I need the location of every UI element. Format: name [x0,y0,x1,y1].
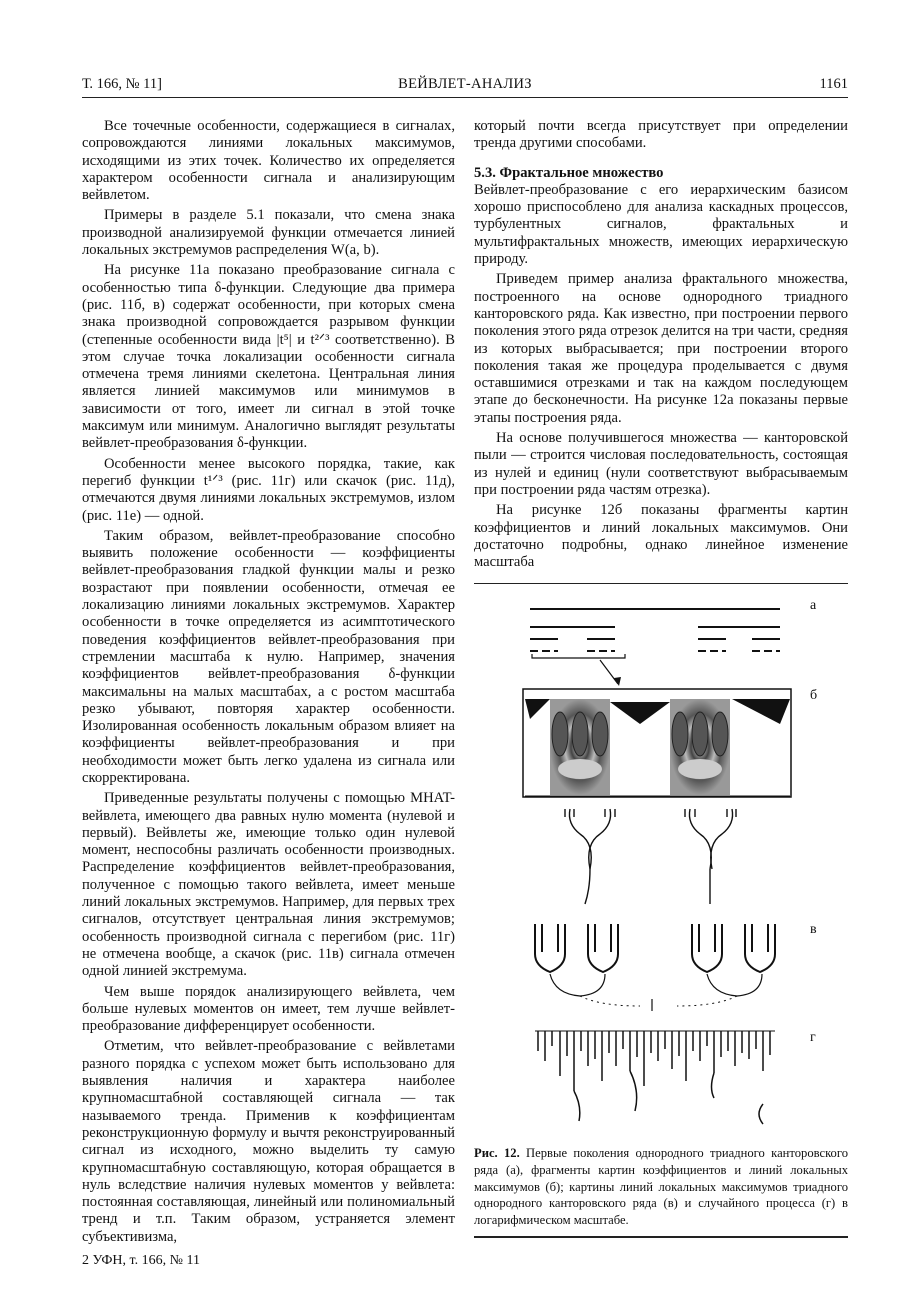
panel-label-a: а [810,598,817,614]
left-column [82,118,455,1269]
paragraph: На рисунке 12б показаны фрагменты картин коэффициентов и линий локальных максимумов. Они достаточно подробны, однако линейное изменение масштаба [474,502,848,571]
header-title: ВЕЙВЛЕТ-АНАЛИЗ [398,76,532,92]
paragraph: Приведем пример анализа фрактального множества, построенного на основе однородного триадного канторовского ряда. Как известно, при построении первого поколения этого ряда отрезок делится на три части, средняя из которых выбрасывается; при построении второго поколения такая же процедура проделывается с двумя оставшимися отрезками и так на каждом последующем этапе до бесконечности. На рисунке 12а показаны первые этапы построения ряда. [474,271,848,426]
caption-label: Рис. 12. [474,1146,520,1161]
page-number: 1161 [819,76,848,92]
maxima-lines-v [535,924,775,1011]
paragraph: Примеры в разделе 5.1 показали, что смена знака производной анализируемой функции отмечается линией локальных экстремумов распределения W(a, b). [82,207,455,259]
zoom-bracket-arrow [532,654,625,684]
paragraph: На основе получившегося множества — канторовской пыли — строится числовая последовательность, состоящая из нулей и единиц (нули соответствуют выбрасываемым при построении ряда частям отрезка). [474,430,848,498]
figure-bottom-rule [474,1236,848,1238]
figure-graphics [470,584,850,1139]
caption-text: Первые поколения однородного триадного канторовского ряда (а), фрагменты картин коэффициентов и линий локальных максимумов (б); картины линий локальных максимумов триадного однородного канторовского ряда (в) и случайного процесса (г) в логарифмическом масштабе. [474,1146,849,1227]
paragraph: На рисунке 11а показано преобразование сигнала с особенностью типа δ-функции. Следующие два примера (рис. 11б, в) содержат особенности, при которых смена знака производной сопровождается разрывом функции (степенные особенности вида |t⁵| и t²ᐟ³ соответственно). В этом случае точка локализации особенности сигнала отмечена тремя линиями скелетона. Центральная линия является линией максимумов или минимумов в зависимости от того, имеет ли сигнал в этой точке максимум или минимум. Аналогично выглядят результаты вейвлет-преобразования δ-функции. [82,262,455,452]
panel-label-v: в [810,922,817,938]
coefficient-map [523,689,791,797]
maxima-lines-b [565,809,736,904]
cantor-set-generations [530,609,780,651]
paragraph-continuation: который почти всегда присутствует при определении тренда другими способами. [474,118,848,152]
paragraph: Приведенные результаты получены с помощью MHAT-вейвлета, имеющего два равных нулю момента (нулевой и первый). Вейвлеты же, имеющие только один нулевой момент, неспособны различать особенности производных. Распределение коэффициентов вейвлет-преобразования, полученное с помощью такого вейвлета, имеет меньше линий локальных экстремумов. Например, для первых трех сигналов, отсутствует центральная линия экстремумов; особенность производной сигнала с перегибом (рис. 11г) не отмечена вообще, а скачок (рис. 11в) сигнала отмечен одной линией экстремума. [82,790,455,980]
paragraph: Чем выше порядок анализирующего вейвлета, чем больше нулевых моментов он имеет, тем лучше вейвлет-преобразование дифференцирует особенности. [82,983,455,1035]
page-footer: 2 УФН, т. 166, № 11 [82,1253,200,1268]
header-rule [82,97,848,98]
panel-label-b: б [810,688,818,704]
paragraph: Отметим, что вейвлет-преобразование с вейвлетами разного порядка с успехом может быть использовано для выявления наличия и характера наиболее крупномасштабной составляющей сигнала — так называемого тренда. Применив к коэффициентам реконструкционную формулу и вычтя реконструированный сигнал из исходного, можно выделить ту самую крупномасштабную составляющую, которая обращается в нуль вследствие наличия нулевых моментов у вейвлета: постоянная составляющая, линейный или полиномиальный тренд и т.п. Таким образом, устраняется элемент субъективизма, [82,1038,455,1245]
paragraph: Все точечные особенности, содержащиеся в сигналах, сопровождаются линиями локальных максимумов, исходящими из этих точек. Количество их определяется характером особенности сигнала и анализирующим вейвлетом. [82,118,455,204]
panel-label-g: г [810,1030,816,1046]
figure-caption [474,1145,848,1228]
figure-12 [470,584,850,1139]
header-volume: Т. 166, № 11] [82,76,162,92]
right-column [474,118,848,1238]
running-header [82,76,848,96]
paragraph: Особенности менее высокого порядка, такие, как перегиб функции t¹ᐟ³ (рис. 11г) или скачок (рис. 11д), отмечаются двумя линиями локальных экстремумов, излом (рис. 11е) — одной. [82,455,455,524]
paragraph: Таким образом, вейвлет-преобразование способно выявить положение особенности — коэффициенты вейвлет-преобразования гладкой функции малы и резко возрастают при появлении особенности, отмечая ее локализацию линиями локальных экстремумов. Характер особенности в точке определяется из асимптотического поведения коэффициентов вейвлет-преобразования при стремлении масштаба к нулю. Например, значения коэффициентов вейвлет-преобразования δ-функции максимальны на малых масштабах, а с ростом масштаба резко убывают, повторяя характер особенности. Изолированная особенность локальным образом влияет на коэффициенты вейвлет-преобразования и при необходимости может быть легко удалена из сигнала или скорректирована. [82,527,455,786]
paragraph: Вейвлет-преобразование с его иерархическим базисом хорошо приспособлено для анализа каскадных процессов, турбулентных сигналов, фрактальных и мультифрактальных множеств, имеющих иерархическую природу. [474,181,848,268]
maxima-lines-g [535,1031,775,1124]
section-title: 5.3. Фрактальное множество [474,164,664,181]
arrow-head [614,677,621,686]
